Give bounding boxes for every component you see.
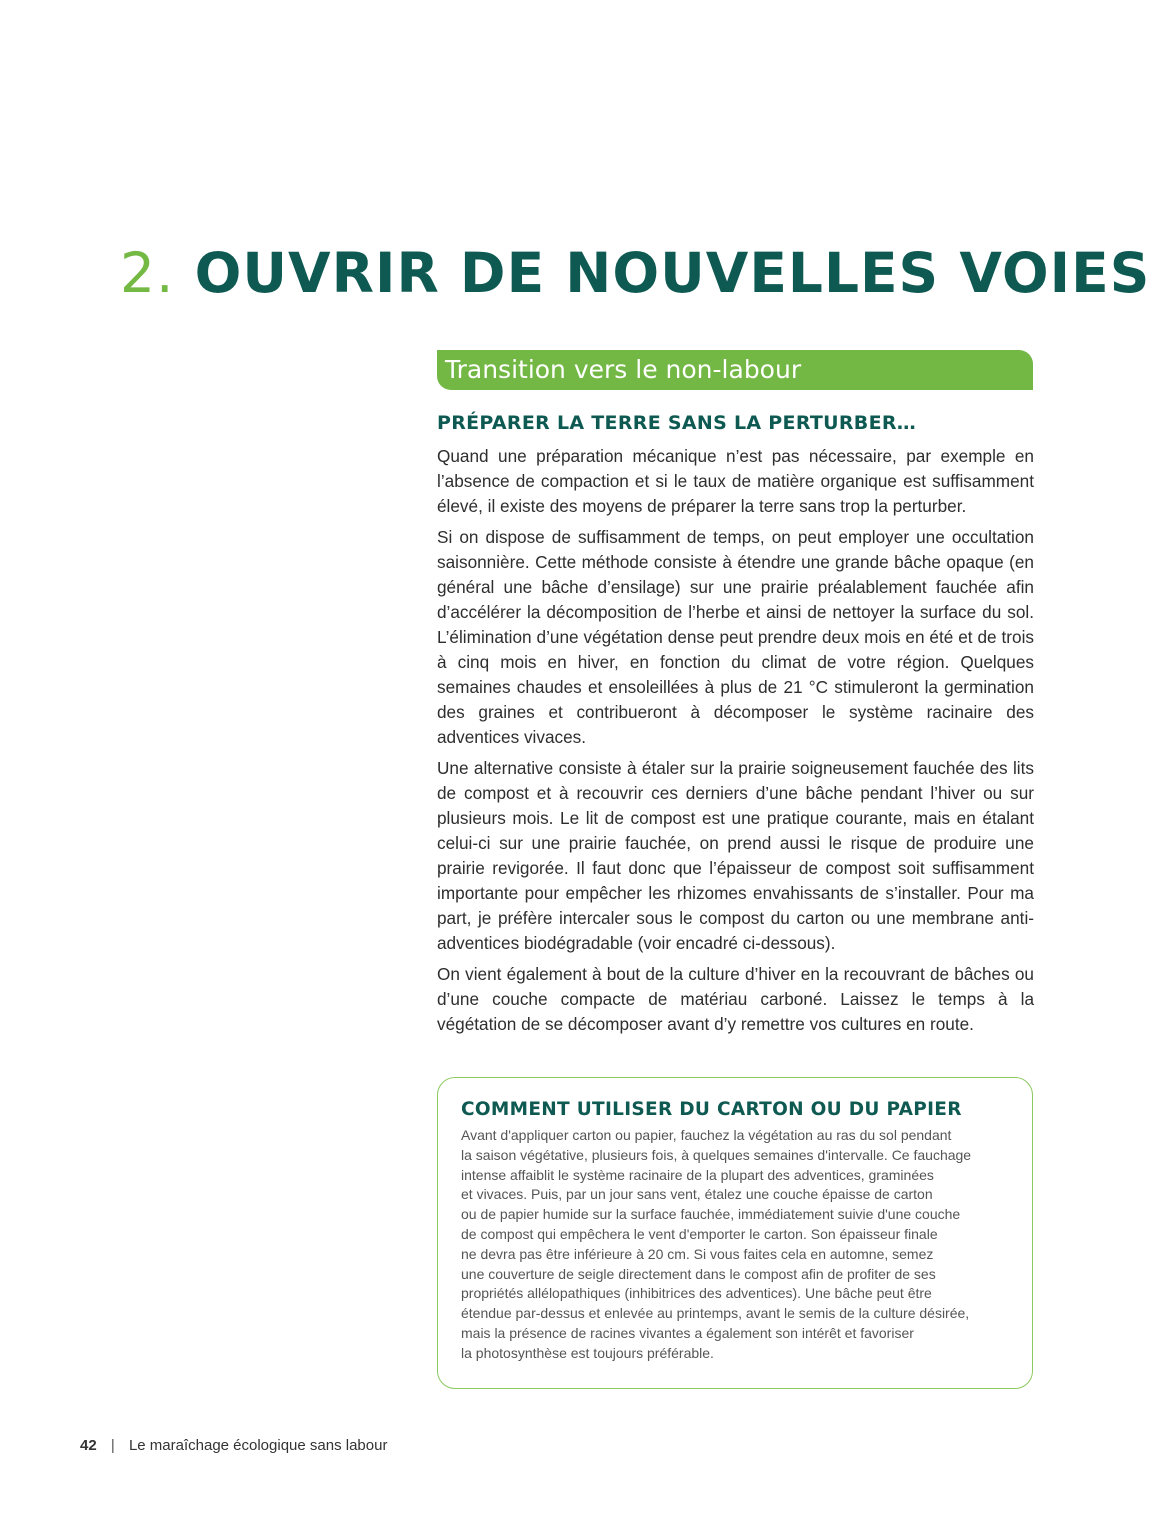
sidebar-line: une couverture de seigle directement dans le compost afin de profiter de ses (461, 1265, 936, 1282)
section-title: Transition vers le non-labour (445, 355, 802, 384)
chapter-name: OUVRIR DE NOUVELLES VOIES (194, 241, 1151, 305)
sidebar-line: la photosynthèse est toujours préférable. (461, 1344, 714, 1361)
article-paragraph: Quand une préparation mécanique n’est pas nécessaire, par exemple en l’absence de compaction et si le taux de matière organique est suffisamment élevé, il existe des moyens de préparer la terre sans trop la perturber. (437, 446, 1034, 516)
sidebar-line: ne devra pas être inférieure à 20 cm. Si vous faites cela en automne, semez (461, 1245, 934, 1262)
sidebar-line: intense affaiblit le système racinaire de la plupart des adventices, graminées (461, 1166, 934, 1183)
article-paragraph: Une alternative consiste à étaler sur la prairie soigneusement fauchée des lits de compost et à recouvrir ces derniers d’une bâche pendant l’hiver ou sur plusieurs mois. Le lit de compost est une pratique courante, mais en étalant celui-ci sur une prairie fauchée, on prend aussi le risque de produire une prairie revigorée. Il faut donc que l’épaisseur de compost soit suffisamment importante pour empêcher les rhizomes envahissants de s’installer. Pour ma part, je préfère intercaler sous le compost du carton ou une membrane anti-adventices biodégradable (voir encadré ci-dessous). (437, 758, 1034, 953)
sidebar-box (437, 1077, 1033, 1389)
page-footer (80, 1437, 387, 1455)
chapter-number: 2. (120, 241, 175, 305)
sidebar-line: propriétés allélopathiques (inhibitrices des adventices). Une bâche peut être (461, 1285, 932, 1302)
footer-separator: | (110, 1437, 115, 1454)
book-title: Le maraîchage écologique sans labour (128, 1437, 388, 1454)
sidebar-line: la saison végétative, plusieurs fois, à quelques semaines d'intervalle. Ce fauchage (461, 1146, 972, 1163)
sidebar-text (461, 1126, 1010, 1364)
article-body (437, 408, 1034, 1043)
sidebar-line: étendue par-dessus et enlevée au printemps, avant le semis de la culture désirée, (461, 1305, 970, 1322)
article-paragraph: Si on dispose de suffisamment de temps, on peut employer une occultation saisonnière. Cette méthode consiste à étendre une grande bâche opaque (en général une bâche d’ensilage) sur une prairie préalablement fauchée afin d’accélérer la décomposition de l’herbe et ainsi de nettoyer la surface du sol. L’élimination d’une végétation dense peut prendre deux mois en été et de trois à cinq mois en hiver, en fonction du climat de votre région. Quelques semaines chaudes et ensoleillées à plus de 21 °C stimuleront la germination des graines et contribueront à décomposer le système racinaire des adventices vivaces. (437, 527, 1034, 747)
sidebar-line: Avant d'appliquer carton ou papier, fauchez la végétation au ras du sol pendant (461, 1127, 952, 1143)
page-number: 42 (80, 1437, 97, 1454)
sidebar-line: ou de papier humide sur la surface fauchée, immédiatement suivie d'une couche (461, 1206, 961, 1223)
sidebar-line: mais la présence de racines vivantes a également son intérêt et favoriser (461, 1324, 914, 1341)
chapter-title (120, 238, 1150, 308)
sidebar-line: de compost qui empêchera le vent d'emporter le carton. Son épaisseur finale (461, 1225, 938, 1242)
sidebar-title: COMMENT UTILISER DU CARTON OU DU PAPIER (461, 1099, 962, 1120)
article-paragraph: On vient également à bout de la culture d’hiver en la recouvrant de bâches ou d’une couche compacte de matériau carboné. Laissez le temps à la végétation de se décomposer avant d’y remettre vos cultures en route. (437, 964, 1034, 1034)
sidebar-line: et vivaces. Puis, par un jour sans vent, étalez une couche épaisse de carton (461, 1186, 933, 1203)
article-heading: PRÉPARER LA TERRE SANS LA PERTURBER… (437, 412, 917, 434)
section-banner (437, 350, 1033, 390)
